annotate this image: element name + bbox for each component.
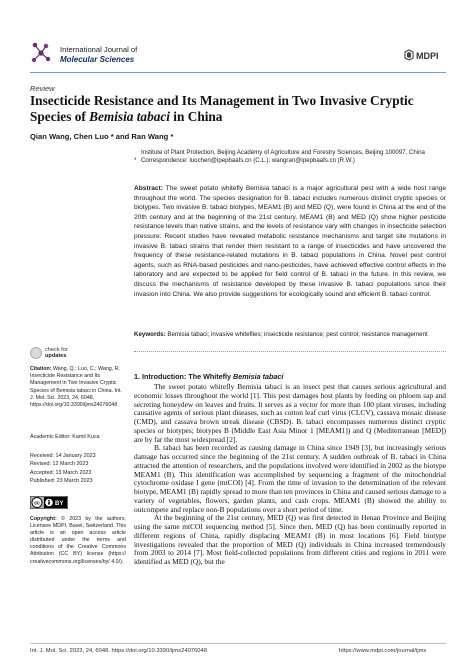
footer-journal-link[interactable]: https://www.mdpi.com/journal/ijms bbox=[339, 648, 427, 654]
affiliation-line: Institute of Plant Protection, Beijing Academy of Agriculture and Forestry Sciences, Beijing 100097, China bbox=[141, 149, 425, 156]
section-heading bbox=[134, 372, 283, 381]
citation-block bbox=[30, 366, 126, 409]
article-title bbox=[30, 93, 440, 124]
paragraph: The sweet potato whitefly Bemisia tabaci is an insect pest that causes serious agricultural and economic losses throughout the world [1]. This pest damages host plants by feeding on phloem sap and secreting honeydew on leaves and fruits. It serves as a vector for more than 100 plant viruses, including causative agents of serious plant diseases, such as cotton leaf curl virus (CLCV), cassava mosaic disease (CMD), and cassava brown streak disease (CBSD). B. tabaci encompasses numerous distinct cryptic species or biotypes; biotypes B (Middle East Asia Minor 1 [MEAM1]) and Q (Mediterranean [MED]) are by far the most widespread [2]. bbox=[134, 382, 446, 444]
keywords-text: Bemisia tabaci; invasive whiteflies; insecticide resistance; pest control; resistance management bbox=[167, 331, 428, 338]
check-updates-line2: updates bbox=[45, 353, 67, 360]
paragraph: At the beginning of the 21st century, MED (Q) was first detected in Henan Province and Beijing using the same mtCOI sequencing method [5]. Since then, MED (Q) has been continually reported in different regions of China, rapidly displacing MEAM1 (B) in most locations [6]. Field biotype investigations revealed that the proportion of MED (Q) individuals in China increased tremendously from 2003 to 2014 [7]. Most field-collected populations from different cities and regions in 2011 were identified as MED (Q), but the bbox=[134, 513, 446, 566]
abstract-text: The sweet potato whitefly Bemisia tabaci is a major agricultural pest with a wide host range throughout the world. The species designation for B. tabaci includes numerous distinct cryptic species or biotypes. Two invasive B. tabaci biotypes, MEAM1 (B) and MED (Q), were found in China at the end of the 20th century and at the beginning of the 21st century. MEAM1 (B) and MED (Q) show higher pesticide resistance levels than native strains, and the levels of resistance vary with changes in insecticide selection pressure. Recent studies have revealed metabolic resistance mechanisms and target site mutations in invasive B. tabaci strains that render them resistant to a range of insecticides and have uncovered the frequency of these resistance-related mutations in B. tabaci populations in China. Novel pest control agents, such as RNA-based pesticides and nano-pesticides, have achieved effective control effects in the laboratory and are expected to be applied for field control of B. tabaci in the future. In this review, we discuss the mechanisms of resistance developed by these invasive B. tabaci populations since their invasion into China. We also provide suggestions for ecologically sound and efficient B. tabaci control. bbox=[134, 185, 447, 298]
mdpi-logo-icon bbox=[404, 48, 446, 64]
paragraph: B. tabaci has been recorded as causing damage in China since 1949 [3], but increasingly serious damage has occurred since the beginning of the 21st century. A sudden outbreak of B. tabaci in China attracted the attention of researchers, and the populations involved were identified in 2002 as the biotype MEAM1 (B). This identification was accomplished by sequencing a fragment of the mitochondrial cytochrome oxidase I gene (mtCOI) [4]. From the time of invasion to the determination of the relevant biotype, MEAM1 (B) rapidly spread to more than ten provinces in China and caused serious damage to a variety of vegetables, flowers, garden plants, and cash crops. MEAM1 (B) showed the ability to outcompete and replace non-B populations over a short period of time. bbox=[134, 443, 446, 514]
svg-text:cc: cc bbox=[34, 500, 40, 507]
abstract-label: Abstract: bbox=[134, 185, 163, 192]
keywords bbox=[134, 331, 446, 339]
dates-block bbox=[30, 452, 96, 485]
footer-citation[interactable]: Int. J. Mol. Sci. 2023, 24, 6048. https://doi.org/10.3390/ijms24076048 bbox=[30, 648, 207, 654]
citation-label: Citation: bbox=[30, 366, 52, 372]
cc-by-label: BY bbox=[55, 501, 64, 507]
correspondence-symbol: * bbox=[134, 156, 137, 164]
revised-date: Revised: 12 March 2023 bbox=[30, 461, 89, 468]
journal-name bbox=[60, 45, 137, 64]
copyright-label: Copyright: bbox=[30, 516, 57, 522]
journal-logo-icon bbox=[30, 40, 52, 64]
copyright-text: © 2023 by the authors. Licensee MDPI, Basel, Switzerland. This article is an open access article distributed under the terms and conditions of the Creative Commons Attribution (CC BY) license (https:// creativecommons.org/licenses/by/ 4.0/). bbox=[30, 516, 126, 565]
header-divider bbox=[30, 72, 446, 73]
footer-divider bbox=[30, 643, 446, 644]
affiliation-block bbox=[134, 149, 446, 164]
cc-by-license-icon[interactable] bbox=[30, 496, 68, 509]
accepted-date: Accepted: 13 March 2023 bbox=[30, 469, 92, 476]
published-date: Published: 23 March 2023 bbox=[30, 477, 93, 484]
journal-name-line1: International Journal of bbox=[60, 45, 138, 54]
mdpi-logo-text: MDPI bbox=[416, 51, 439, 61]
section-heading-text: 1. Introduction: The Whitefly bbox=[134, 372, 234, 381]
article-title-species: Bemisia tabaci bbox=[89, 108, 170, 124]
received-date: Received: 14 January 2023 bbox=[30, 453, 96, 459]
correspondence-line: Correspondence: luochen@ipepbaafs.cn (C.L.); wangran@ipepbaafs.cn (R.W.) bbox=[141, 156, 355, 164]
author-list: Qian Wang, Chen Luo * and Ran Wang * bbox=[30, 132, 174, 141]
check-updates-icon[interactable] bbox=[30, 347, 42, 359]
copyright-block bbox=[30, 516, 126, 566]
keywords-label: Keywords: bbox=[134, 331, 166, 338]
section-heading-species: Bemisia tabaci bbox=[233, 372, 284, 381]
article-title-tail: in China bbox=[169, 108, 223, 124]
section-divider bbox=[134, 351, 446, 352]
citation-text: Wang, Q.; Luo, C.; Wang, R. Insecticide Resistance and Its Management in Two Invasive Cryptic Species of Bemisia tabaci in China. Int. J. Mol. Sci. 2023, 24, 6048. https://doi.org/10.3390/ijms24076048 bbox=[30, 366, 122, 409]
journal-name-line2: Molecular Sciences bbox=[60, 54, 135, 64]
abstract bbox=[134, 184, 446, 299]
academic-editor: Academic Editor: Kamil Kuca bbox=[30, 434, 100, 440]
check-updates-line1: check for bbox=[45, 347, 68, 353]
check-for-updates-link[interactable] bbox=[45, 347, 68, 359]
article-title-text: Insecticide Resistance and Its Management in Two Invasive Cryptic Species of bbox=[30, 93, 414, 124]
introduction-body bbox=[134, 383, 446, 567]
article-type: Review bbox=[30, 84, 55, 93]
